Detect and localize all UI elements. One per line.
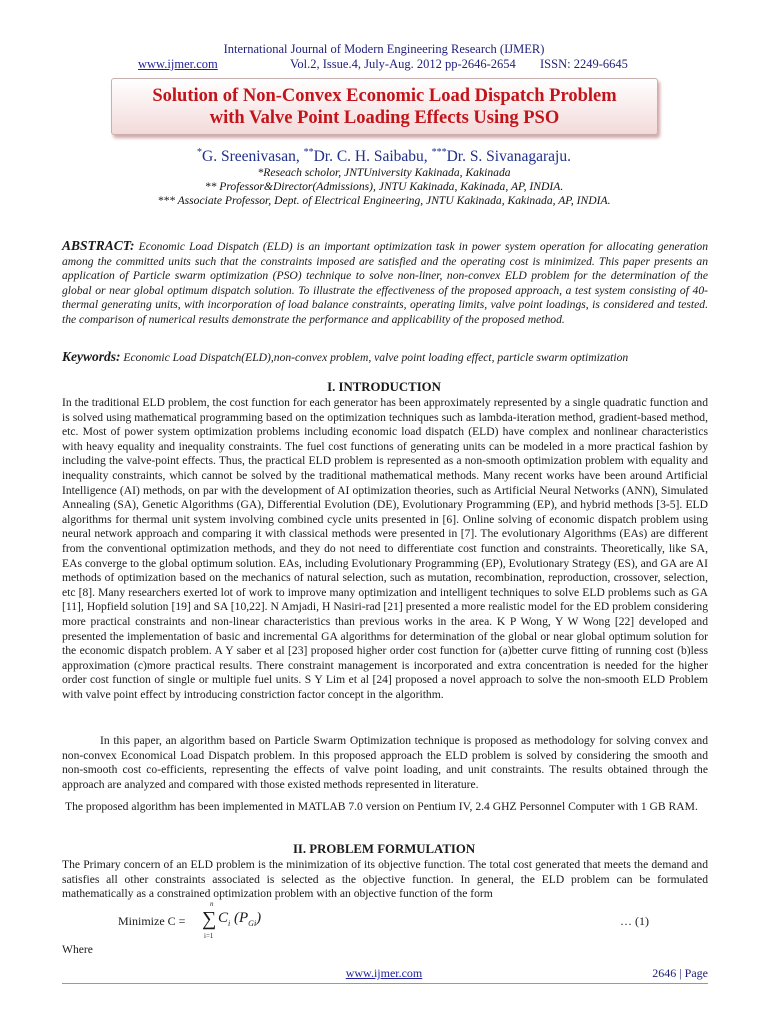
section-heading-problem-formulation: II. PROBLEM FORMULATION	[292, 842, 476, 856]
intro-paragraph-3: The proposed algorithm has been implemented in MATLAB 7.0 version on Pentium IV, 2.4 GHZ Personnel Computer with 1 GB RAM.	[65, 800, 698, 813]
author-1: G. Sreenivasan,	[202, 148, 300, 166]
abstract	[62, 239, 708, 328]
author-2-mark: **	[303, 147, 314, 158]
equation-1	[118, 900, 718, 940]
summation-symbol: ∑	[202, 908, 217, 930]
footer-rule	[62, 983, 708, 984]
journal-name: International Journal of Modern Engineering Research (IJMER)	[223, 42, 545, 56]
sum-upper-limit: n	[210, 900, 214, 908]
title-line-2: with Valve Point Loading Effects Using PSO	[209, 108, 560, 128]
title-line-1: Solution of Non-Convex Economic Load Dispatch Problem	[152, 86, 617, 106]
affiliation-2: ** Professor&Director(Admissions), JNTU Kakinada, Kakinada, AP, INDIA.	[204, 180, 564, 193]
footer-url-link[interactable]: www.ijmer.com	[345, 966, 423, 980]
abstract-label: ABSTRACT:	[62, 238, 135, 253]
keywords-label: Keywords:	[62, 349, 121, 364]
journal-url-link[interactable]: www.ijmer.com	[138, 57, 218, 71]
issn: ISSN: 2249-6645	[540, 57, 628, 71]
abstract-text: Economic Load Dispatch (ELD) is an important optimization task in power system operation for allocating generation among the committed units such that the constraints imposed are satisfied and the operating cost is minimized. This paper presents an application of Particle swarm optimization (PSO) technique to solve non-liner, non-convex ELD problem for the determination of the global or near global optimum dispatch solution. To illustrate the effectiveness of the proposed approach, a test system consisting of 40-thermal generating units, with incorporation of load balance constraints, operating limits, valve point loadings, is considered and tested. the comparison of numerical results demonstrate the performance and applicability of the proposed method.	[62, 240, 708, 326]
author-1-mark: *	[197, 147, 202, 158]
affiliation-1: *Reseach scholor, JNTUniversity Kakinada, Kakinada	[257, 166, 511, 179]
author-3-mark: ***	[431, 147, 447, 158]
equation-rhs: $C_i$ $(P_{Gi})$	[218, 910, 262, 928]
keywords	[62, 349, 708, 365]
author-3: Dr. S. Sivanagaraju.	[446, 148, 571, 166]
volume-info: Vol.2, Issue.4, July-Aug. 2012 pp-2646-2654	[290, 57, 516, 71]
author-2: Dr. C. H. Saibabu,	[313, 148, 428, 166]
section-heading-introduction: I. INTRODUCTION	[327, 380, 441, 394]
where-label: Where	[62, 943, 93, 956]
author-list	[0, 147, 768, 166]
formulation-paragraph: The Primary concern of an ELD problem is the minimization of its objective function. The total cost generated that meets the demand and satisfies all other constraints associated is selected as the objective function. In general, the ELD problem can be formulated mathematically as a constrained optimization problem with an objective function of the form	[62, 858, 708, 901]
equation-lhs: Minimize C =	[118, 914, 186, 928]
page-number: 2646 | Page	[652, 966, 708, 980]
title-box	[111, 78, 658, 135]
affiliation-3: *** Associate Professor, Dept. of Electrical Engineering, JNTU Kakinada, Kakinada, AP, INDIA.	[157, 194, 611, 207]
keywords-text: Economic Load Dispatch(ELD),non-convex problem, valve point loading effect, particle swarm optimization	[123, 351, 629, 364]
sum-lower-limit: i=1	[204, 932, 214, 940]
intro-paragraph-1: In the traditional ELD problem, the cost function for each generator has been approximately represented by a single quadratic function and is solved using mathematical programming based on the optimization techniques such as lambda-iteration method, gradient-based method, etc. Most of power system optimization problems including economic load dispatch (ELD) have complex and nonlinear characteristics with heavy equality and inequality constraints. The fuel cost functions of generating units can be modeled in a more practical fashion by including the valve-point effects. Thus, the practical ELD problem is represented as a non-smooth optimization problem with equality and inequality constraints, which cannot be solved by the traditional mathematical methods. Many recent works have been around Artificial Intelligence (AI) methods, on par with the development of AI optimization theories, such as Artificial Neural Networks (ANN), Simulated Annealing (SA), Genetic Algorithms (GA), Differential Evolution (DE), Evolutionary Programming (EP), and hybrid methods [3-5]. ELD algorithms for thermal unit system involving combined cycle units presented in [6]. Online solving of economic dispatch problem using neural network approach and comparing it with classical methods were presented in [7]. The evolutionary Algorithms (EAs) are different from the conventional optimization methods, and they do not need to differentiate cost function and constraints. Theoretically, like SA, EAs converge to the global optimum solution. EAs, including Evolutionary Programming (EP), Evolutionary Strategy (ES), and GA are AI methods of optimization based on the mechanics of natural selection, such as mutation, recombination, reproduction, crossover, selection, etc [8]. Many researchers exerted lot of work to improve many optimization and intelligent techniques to solve ELD problems such as GA [11], Hopfield solution [19] and SA [10,22]. N Amjadi, H Nasiri-rad [21] presented a more realistic model for the ED problem considering more practical constraints and non-linear characteristics than previous works in the area. K P Wong, Y W Wong [22] developed and presented the implementation of basic and incremental GA algorithms for determination of the global or near global optimum solution for the economic dispatch problem. A Y saber et al [23] proposed higher order cost function for (a)better curve fitting of running cost (b)less approximation (c)more practical results. There constraint management is incorporated and extra concentration is needed for the higher order cost function of single or multiple fuel units. S Y Lim et al [24] proposed a novel approach to solve the non-smooth ELD Problem with valve point effect by introducing constriction factor concept in the algorithm.	[62, 396, 708, 701]
equation-number: … (1)	[620, 914, 649, 928]
intro-paragraph-2: In this paper, an algorithm based on Particle Swarm Optimization technique is proposed as methodology for solving convex and non-convex Economical Load Dispatch problem. In this proposed approach the ELD problem is solved by considering the smooth and non-smooth cost co-efficients, representing the effects of valve point loading, and unit constraints. The results obtained through the approach are analyzed and compared with those existed methods represented in literature.	[62, 734, 708, 791]
